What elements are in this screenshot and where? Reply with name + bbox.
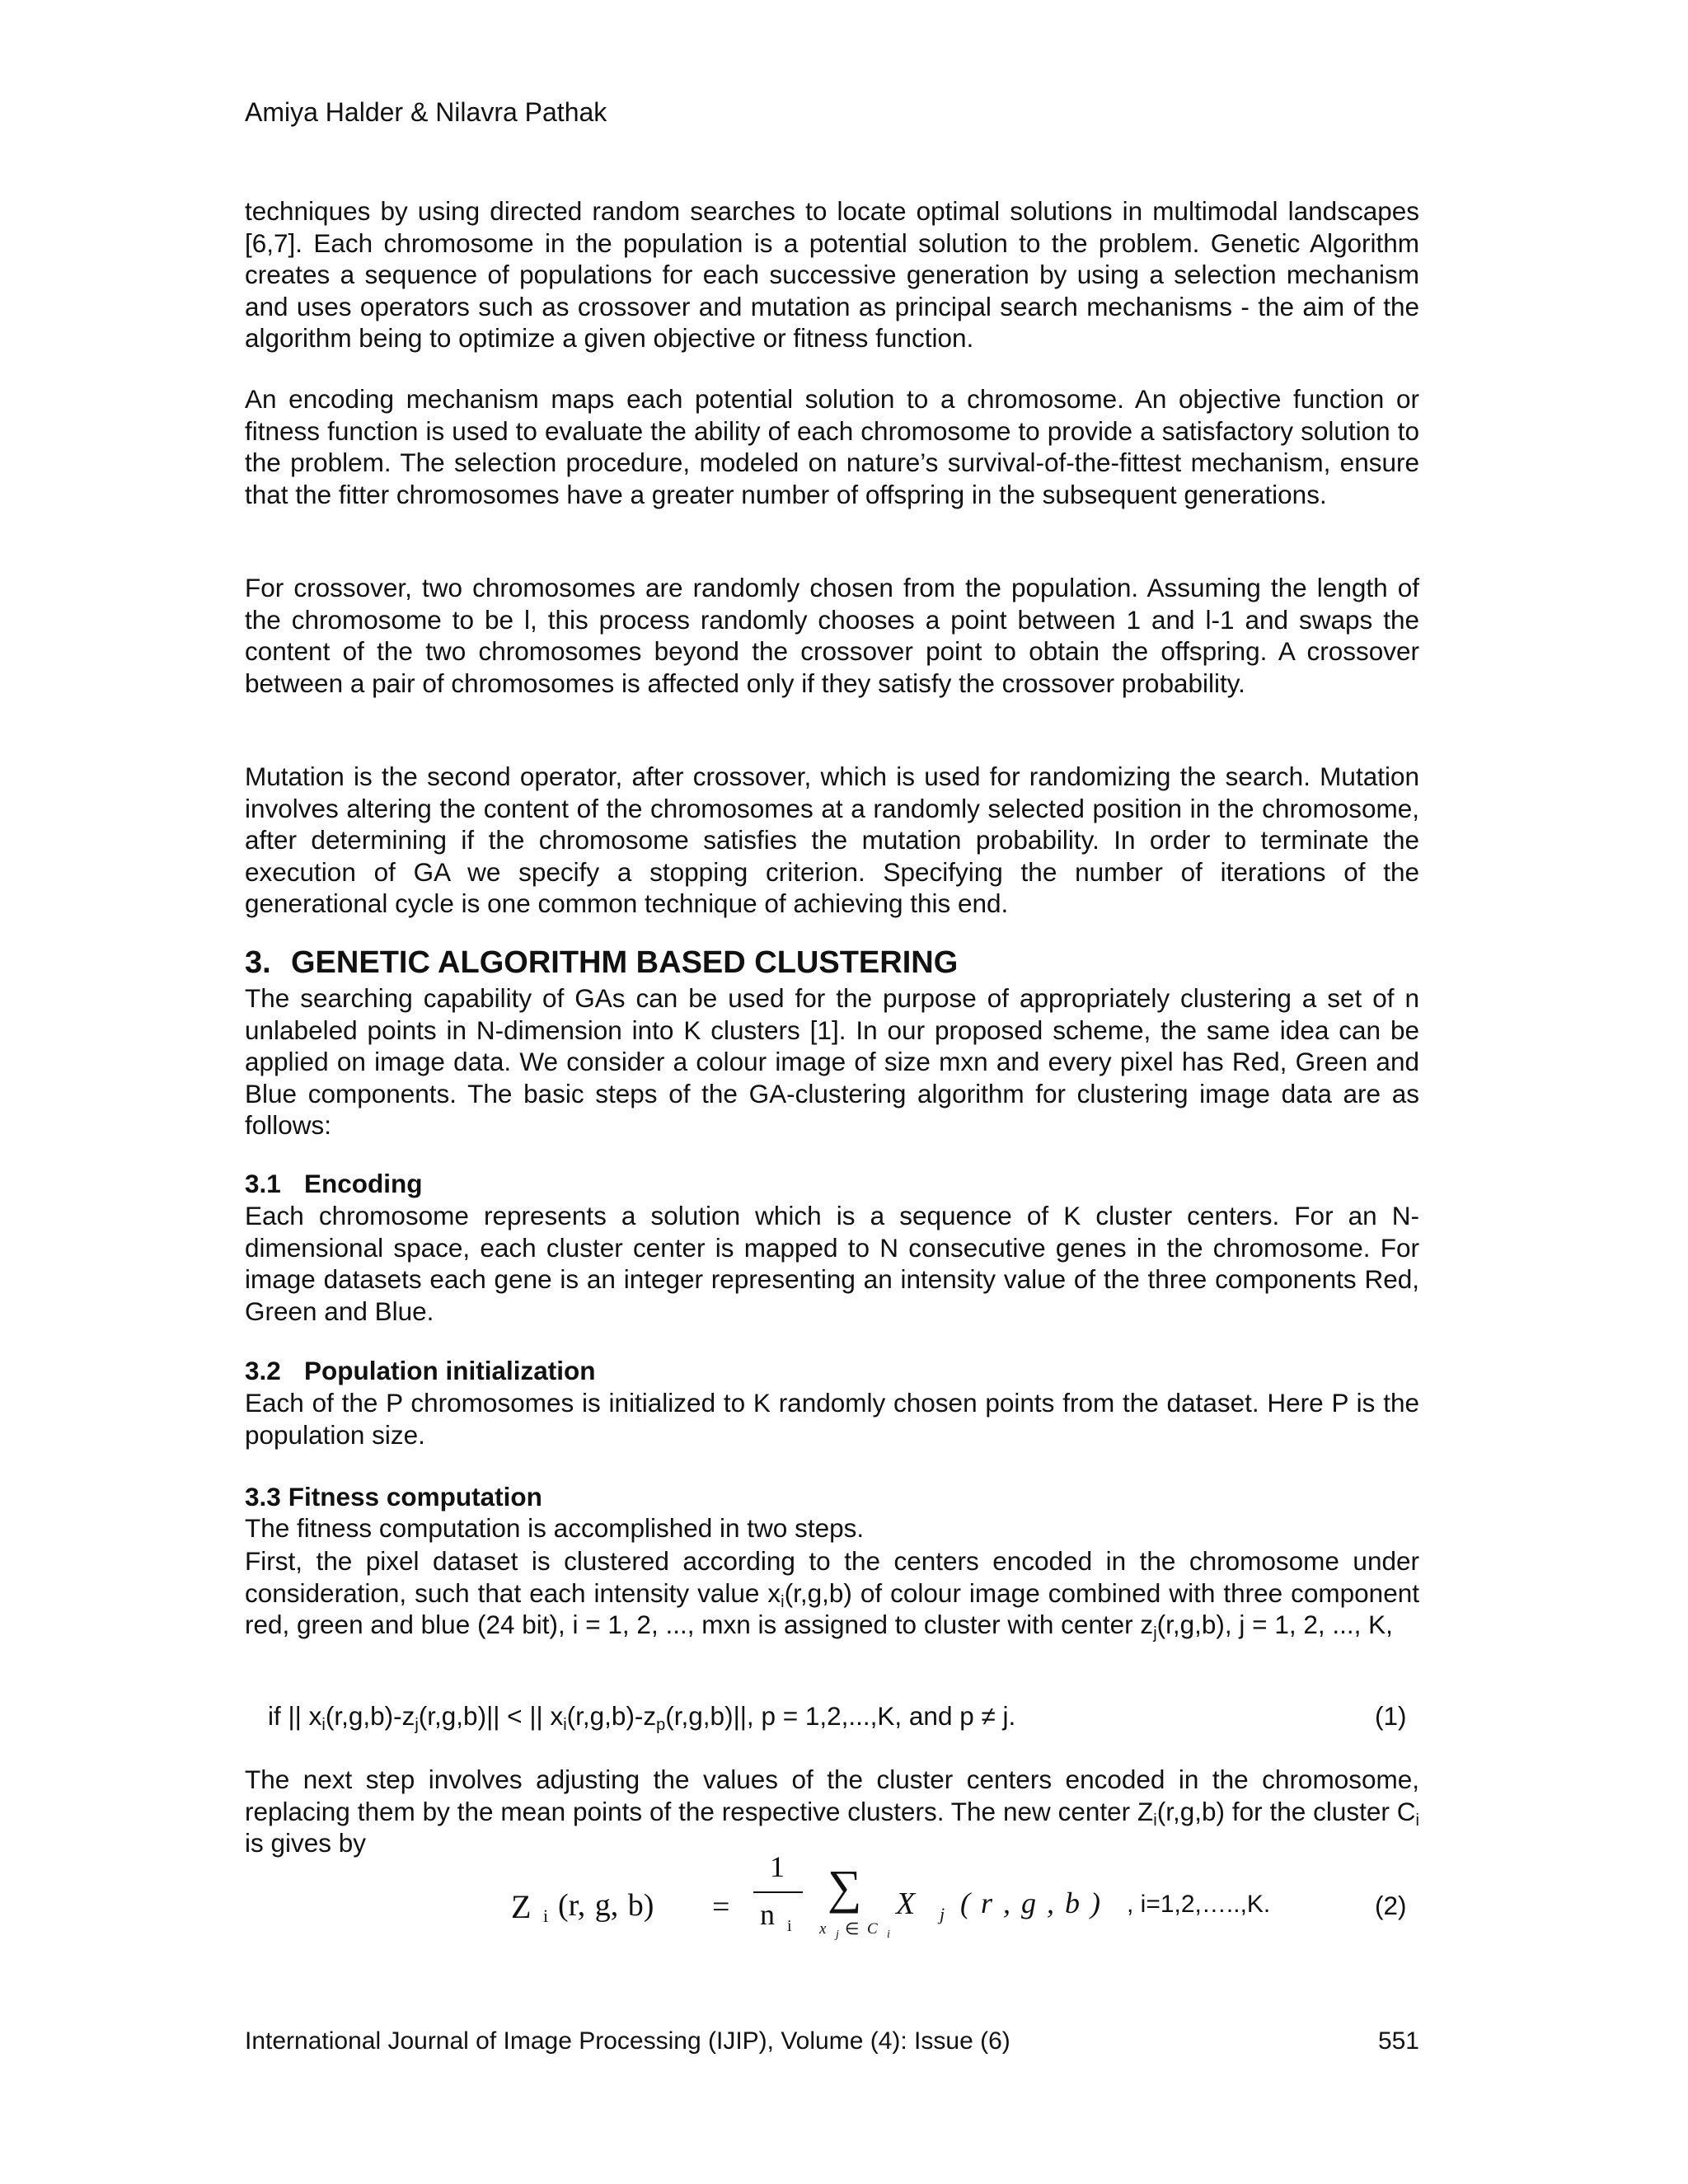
sum-lower-x-sub: j xyxy=(836,1929,839,1941)
equation-1-number: (1) xyxy=(1375,1701,1407,1731)
fraction-bar xyxy=(753,1891,803,1893)
formula-z: Z xyxy=(511,1888,532,1925)
page-number: 551 xyxy=(1377,2027,1419,2055)
equation-1: if || $x_i(r,g,b)-z_j(r,g,b)||$ < || $x_i(r,g,b)-z_p(r,g,b)||$, p = 1,2,...,K, and p ≠ j. xyxy=(268,1701,1016,1734)
subsection-number: 3.2 xyxy=(245,1356,281,1385)
subsection-3-2-heading xyxy=(245,1356,595,1386)
formula-args-2: ( r , g , b ) xyxy=(960,1886,1100,1919)
page-footer xyxy=(245,2027,1419,2055)
fitness-intro-line: The fitness computation is accomplished in two steps. xyxy=(245,1513,865,1543)
formula-x: X xyxy=(896,1886,916,1921)
subsection-3-2-body: Each of the P chromosomes is initialized to K randomly chosen points from the dataset. Here P is the population size. xyxy=(245,1388,1419,1450)
paragraph-mutation: Mutation is the second operator, after crossover, which is used for randomizing the search. Mutation involves altering the content of the chromosomes at a randomly selected position in the chromosome, after determining if the chromosome satisfies the mutation probability. In order to terminate the execution of GA we specify a stopping criterion. Specifying the number of iterations of the generational cycle is one common technique of achieving this end. xyxy=(245,762,1419,918)
subsection-number: 3.3 xyxy=(245,1482,281,1511)
section-title: GENETIC ALGORITHM BASED CLUSTERING xyxy=(291,945,959,980)
equation-2-number: (2) xyxy=(1375,1891,1407,1920)
paragraph-ga-intro: techniques by using directed random searches to locate optimal solutions in multimodal landscapes [6,7]. Each chromosome in the population is a potential solution to the problem. Genetic Algorithm creates a sequence of populations for each successive generation by using a selection mechanism and uses operators such as crossover and mutation as principal search mechanisms - the aim of the algorithm being to optimize a given objective or fitness function. xyxy=(245,196,1419,353)
formula-equals: = xyxy=(712,1890,730,1924)
subsection-number: 3.1 xyxy=(245,1169,281,1198)
subsection-title: Fitness computation xyxy=(288,1482,542,1511)
subsection-3-1-heading xyxy=(245,1169,423,1199)
formula-denominator-sub: i xyxy=(787,1917,792,1935)
running-head-authors: Amiya Halder & Nilavra Pathak xyxy=(245,97,607,127)
subsection-3-3-heading xyxy=(245,1482,542,1512)
formula-index-range: , i=1,2,…..,K. xyxy=(1127,1891,1271,1918)
fitness-next-step: The next step involves adjusting the values of the cluster centers encoded in the chromosome, replacing them by the mean points of the respective clusters. The new center $Z_i(r,g,b)$ for the cluster $C_i$ is gives by xyxy=(245,1765,1419,1858)
section-number: 3. xyxy=(245,945,271,980)
footer-journal: International Journal of Image Processing (IJIP), Volume (4): Issue (6) xyxy=(245,2027,1010,2055)
paragraph-crossover: For crossover, two chromosomes are randomly chosen from the population. Assuming the length of the chromosome to be l, this process randomly chooses a point between 1 and l-1 and swaps the content of the two chromosomes beyond the crossover point to obtain the offspring. A crossover between a pair of chromosomes is affected only if they satisfy the crossover probability. xyxy=(245,573,1419,698)
subsection-title: Encoding xyxy=(304,1169,423,1198)
subsection-title: Population initialization xyxy=(304,1356,596,1385)
formula-x-sub: j xyxy=(940,1904,945,1924)
summation-icon: ∑ xyxy=(828,1860,862,1914)
sum-element-of: ∈ xyxy=(845,1920,860,1938)
subsection-3-1-body: Each chromosome represents a solution which is a sequence of K cluster centers. For an N-dimensional space, each cluster center is mapped to N consecutive genes in the chromosome. For image datasets each gene is an integer representing an intensity value of the three components Red, Green and Blue. xyxy=(245,1201,1419,1326)
sum-lower-c-sub: i xyxy=(887,1929,890,1941)
fitness-first-step: First, the pixel dataset is clustered according to the centers encoded in the chromosome under consideration, such that each intensity value $x_i(r,g,b)$ of colour image combined with three component red, green and blue (24 bit), i = 1, 2, ..., mxn is assigned to cluster with center $z_j(r,g,b)$, j = 1, 2, ..., K, xyxy=(245,1546,1419,1643)
formula-args: (r, g, b) xyxy=(558,1888,654,1923)
sum-lower-c: C xyxy=(867,1920,878,1938)
formula-z-sub: i xyxy=(543,1905,549,1926)
sum-lower-x: x xyxy=(819,1920,827,1938)
formula-denominator: n xyxy=(760,1898,775,1931)
section-3-intro: The searching capability of GAs can be used for the purpose of appropriately clustering a set of n unlabeled points in N-dimension into K clusters [1]. In our proposed scheme, the same idea can be applied on image data. We consider a colour image of size mxn and every pixel has Red, Green and Blue components. The basic steps of the GA-clustering algorithm for clustering image data are as follows: xyxy=(245,983,1419,1140)
formula-numerator: 1 xyxy=(770,1850,785,1883)
section-3-heading xyxy=(245,945,958,981)
equation-2 xyxy=(504,1850,1296,1955)
paragraph-encoding: An encoding mechanism maps each potential solution to a chromosome. An objective function or fitness function is used to evaluate the ability of each chromosome to provide a satisfactory solution to the problem. The selection procedure, modeled on nature’s survival-of-the-fittest mechanism, ensure that the fitter chromosomes have a greater number of offspring in the subsequent generations. xyxy=(245,384,1419,509)
